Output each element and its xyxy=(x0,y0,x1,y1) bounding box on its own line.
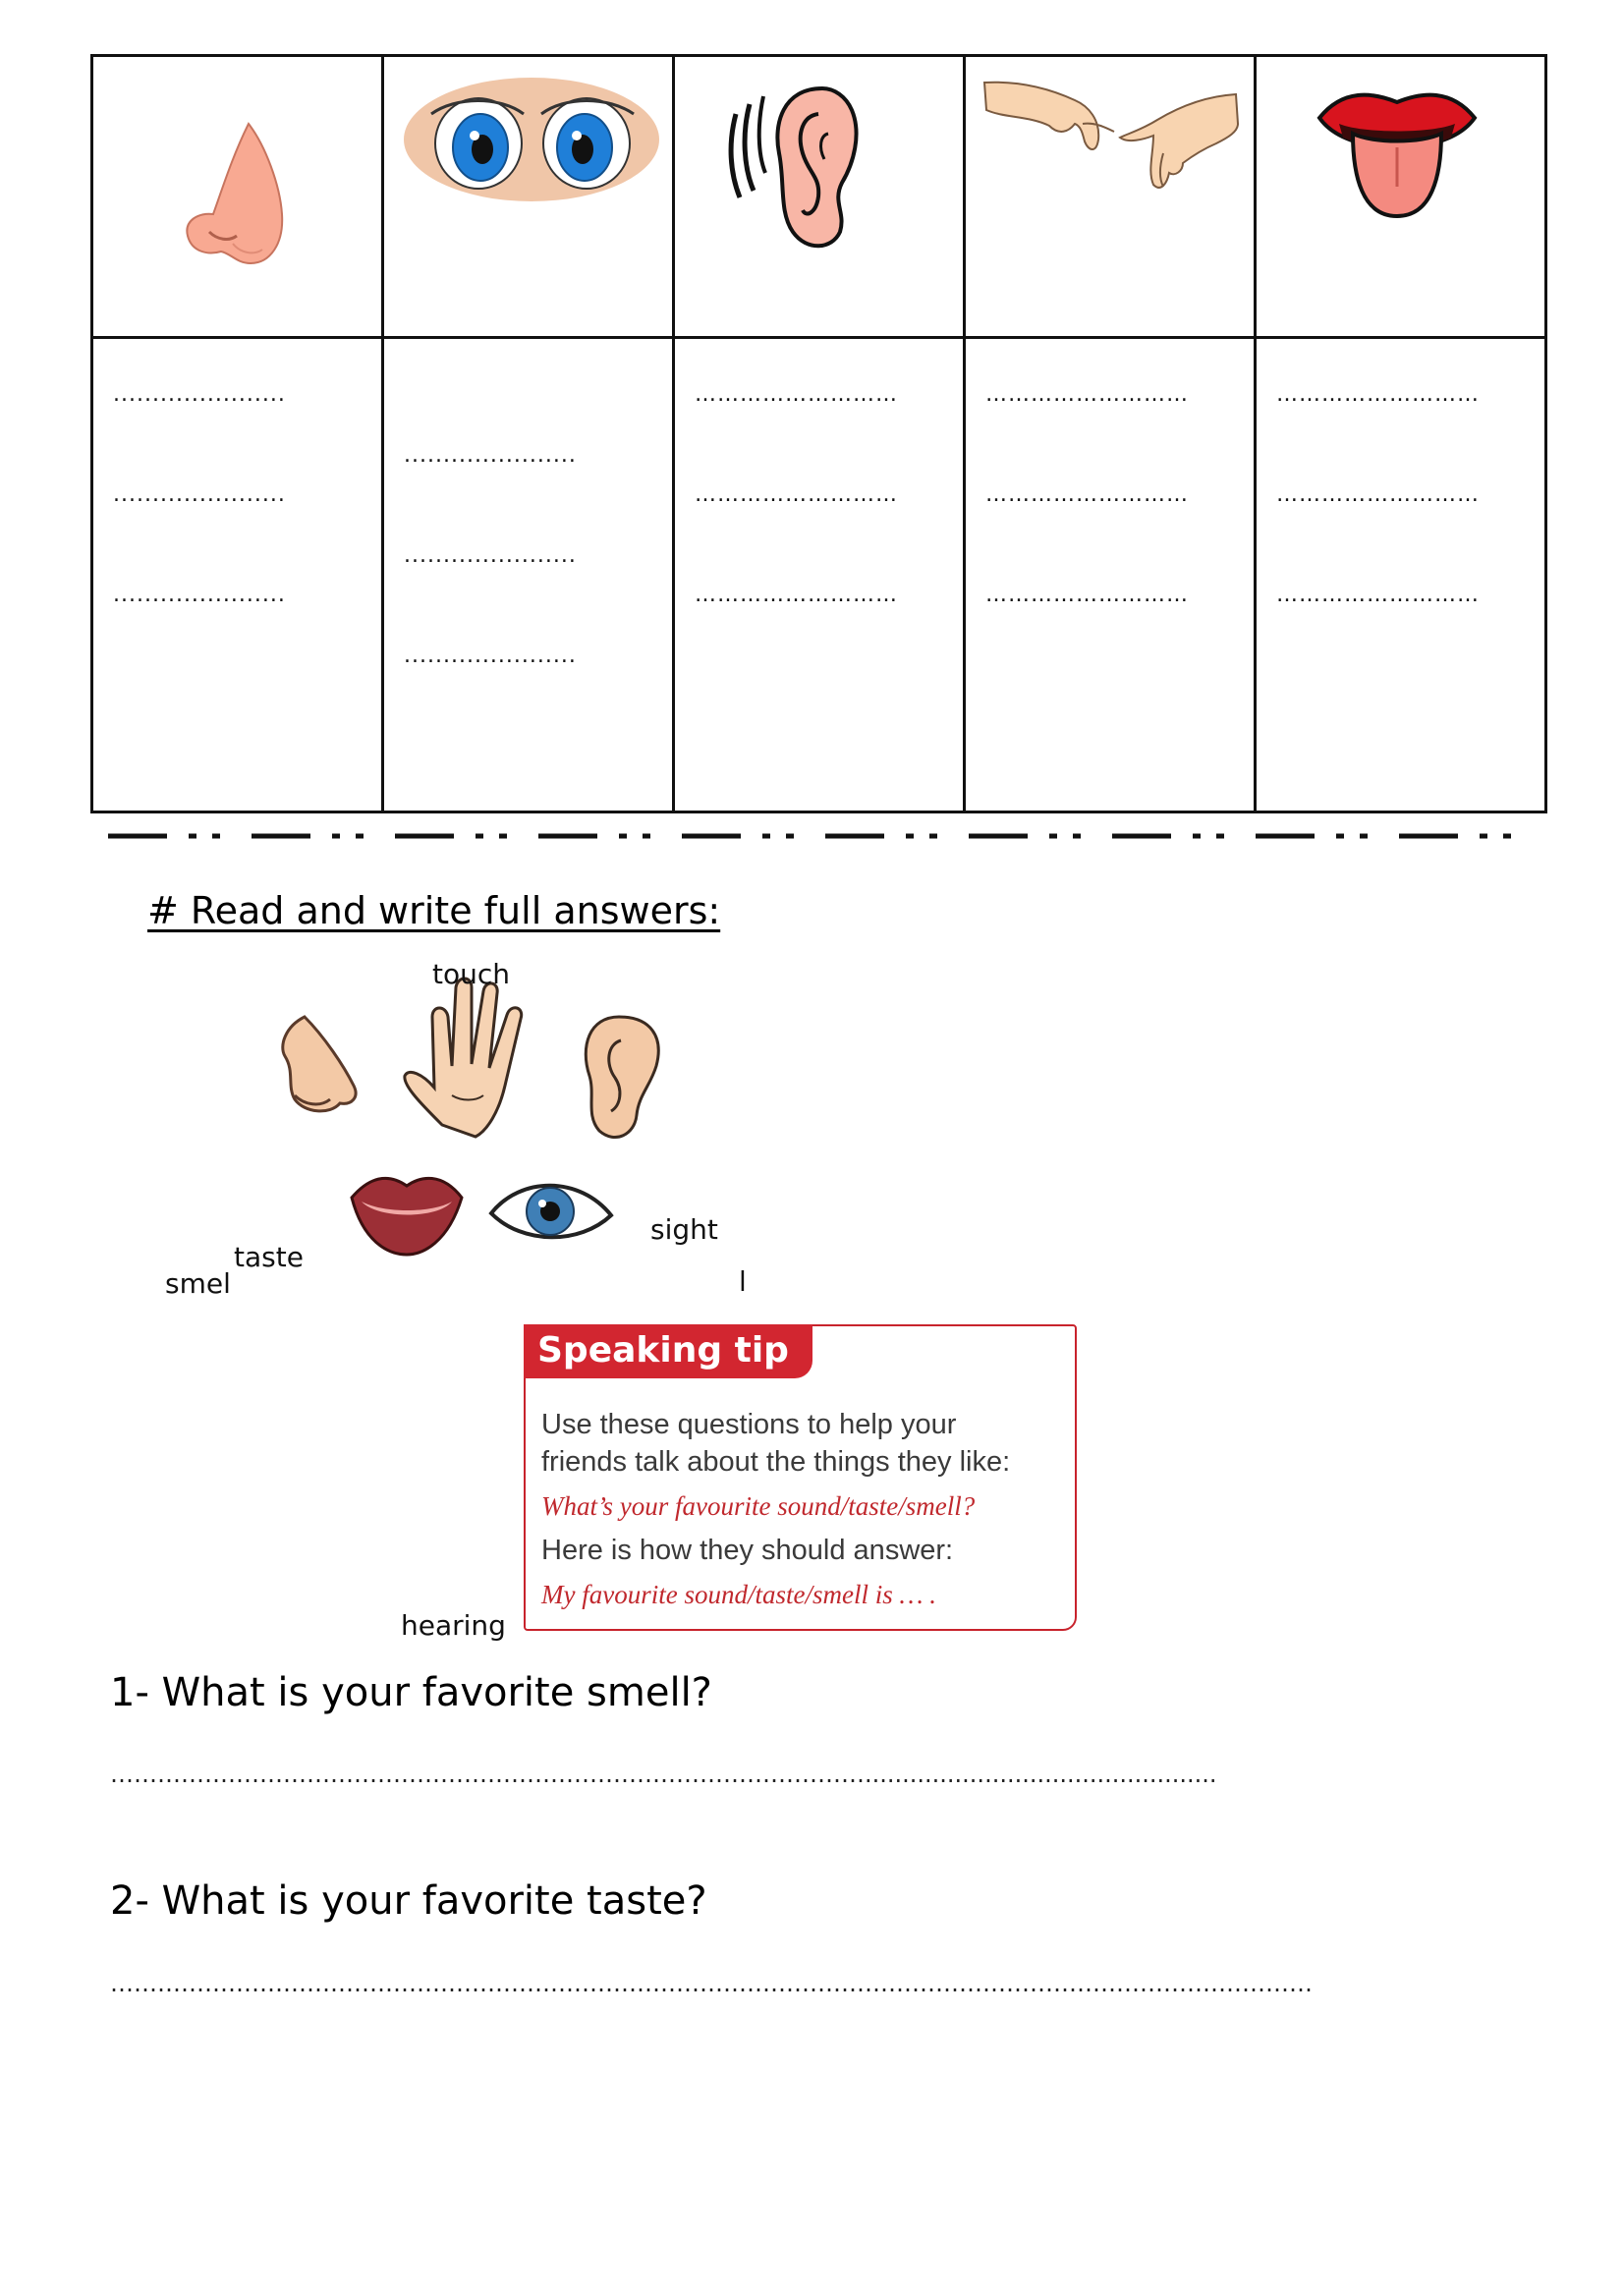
answer-dots[interactable]: ……………………… xyxy=(1276,585,1480,606)
answer-line-2[interactable]: ……………………………………………………………………………………………………………………………………… xyxy=(110,1970,1313,1997)
tip-answer: My favourite sound/taste/smell is … . xyxy=(541,1580,936,1609)
answer-dots[interactable]: ...................... xyxy=(113,384,286,406)
dash-dot-separator xyxy=(108,829,1523,843)
picture-cell-taste xyxy=(1256,56,1546,338)
picture-cell-touch xyxy=(965,56,1256,338)
tip-line-3: Here is how they should answer: xyxy=(541,1535,954,1566)
picture-cell-hearing xyxy=(674,56,965,338)
answer-cell-sight xyxy=(383,338,674,812)
tip-line-1: Use these questions to help your xyxy=(541,1409,957,1440)
answer-dots[interactable]: ...................... xyxy=(404,445,577,467)
five-senses-illustration xyxy=(265,958,717,1282)
answer-dots[interactable]: ……………………… xyxy=(1276,384,1480,406)
hands-icon xyxy=(980,75,1241,207)
nose-icon xyxy=(283,1017,356,1111)
label-smell-part: smel xyxy=(165,1267,231,1300)
answer-dots[interactable]: ...................... xyxy=(113,585,286,606)
speaking-tip-box xyxy=(524,1324,1077,1631)
answer-dots[interactable]: ……………………… xyxy=(985,384,1189,406)
eye-icon xyxy=(491,1186,611,1238)
answer-dots[interactable]: ...................... xyxy=(113,484,286,506)
ear-icon xyxy=(724,75,871,256)
answer-dots[interactable]: ……………………… xyxy=(985,484,1189,506)
answer-dots[interactable]: ……………………… xyxy=(695,484,898,506)
picture-cell-smell xyxy=(92,56,383,338)
nose-icon xyxy=(172,116,300,273)
hand-icon xyxy=(405,979,522,1137)
tongue-icon xyxy=(1314,79,1481,236)
picture-cell-sight xyxy=(383,56,674,338)
label-smell-l: l xyxy=(739,1265,747,1298)
tip-question: What’s your favourite sound/taste/smell? xyxy=(541,1491,976,1521)
answer-line-1[interactable]: ……………………………………………………………………………………............................................... xyxy=(110,1761,1217,1788)
answer-cell-taste xyxy=(1256,338,1546,812)
answer-dots[interactable]: ...................... xyxy=(404,545,577,567)
eyes-icon xyxy=(402,75,662,207)
section-heading: # Read and write full answers: xyxy=(147,889,721,932)
picture-row xyxy=(92,56,1546,338)
answer-dots[interactable]: ...................... xyxy=(404,645,577,667)
question-2: 2- What is your favorite taste? xyxy=(110,1878,707,1924)
ear-icon xyxy=(586,1017,658,1138)
answer-row xyxy=(92,338,1546,812)
answer-dots[interactable]: ……………………… xyxy=(695,384,898,406)
answer-cell-touch xyxy=(965,338,1256,812)
label-hearing: hearing xyxy=(401,1609,506,1642)
label-taste: taste xyxy=(234,1241,304,1273)
answer-dots[interactable]: ……………………… xyxy=(985,585,1189,606)
answer-cell-smell xyxy=(92,338,383,812)
senses-table xyxy=(90,54,1547,813)
answer-dots[interactable]: ……………………… xyxy=(695,585,898,606)
label-sight: sight xyxy=(650,1213,718,1246)
tip-line-2: friends talk about the things they like: xyxy=(541,1446,1011,1478)
answer-dots[interactable]: ……………………… xyxy=(1276,484,1480,506)
answer-cell-hearing xyxy=(674,338,965,812)
question-1: 1- What is your favorite smell? xyxy=(110,1670,712,1715)
lips-icon xyxy=(352,1178,462,1255)
label-touch: touch xyxy=(432,958,510,990)
speaking-tip-title: Speaking tip xyxy=(524,1324,812,1378)
